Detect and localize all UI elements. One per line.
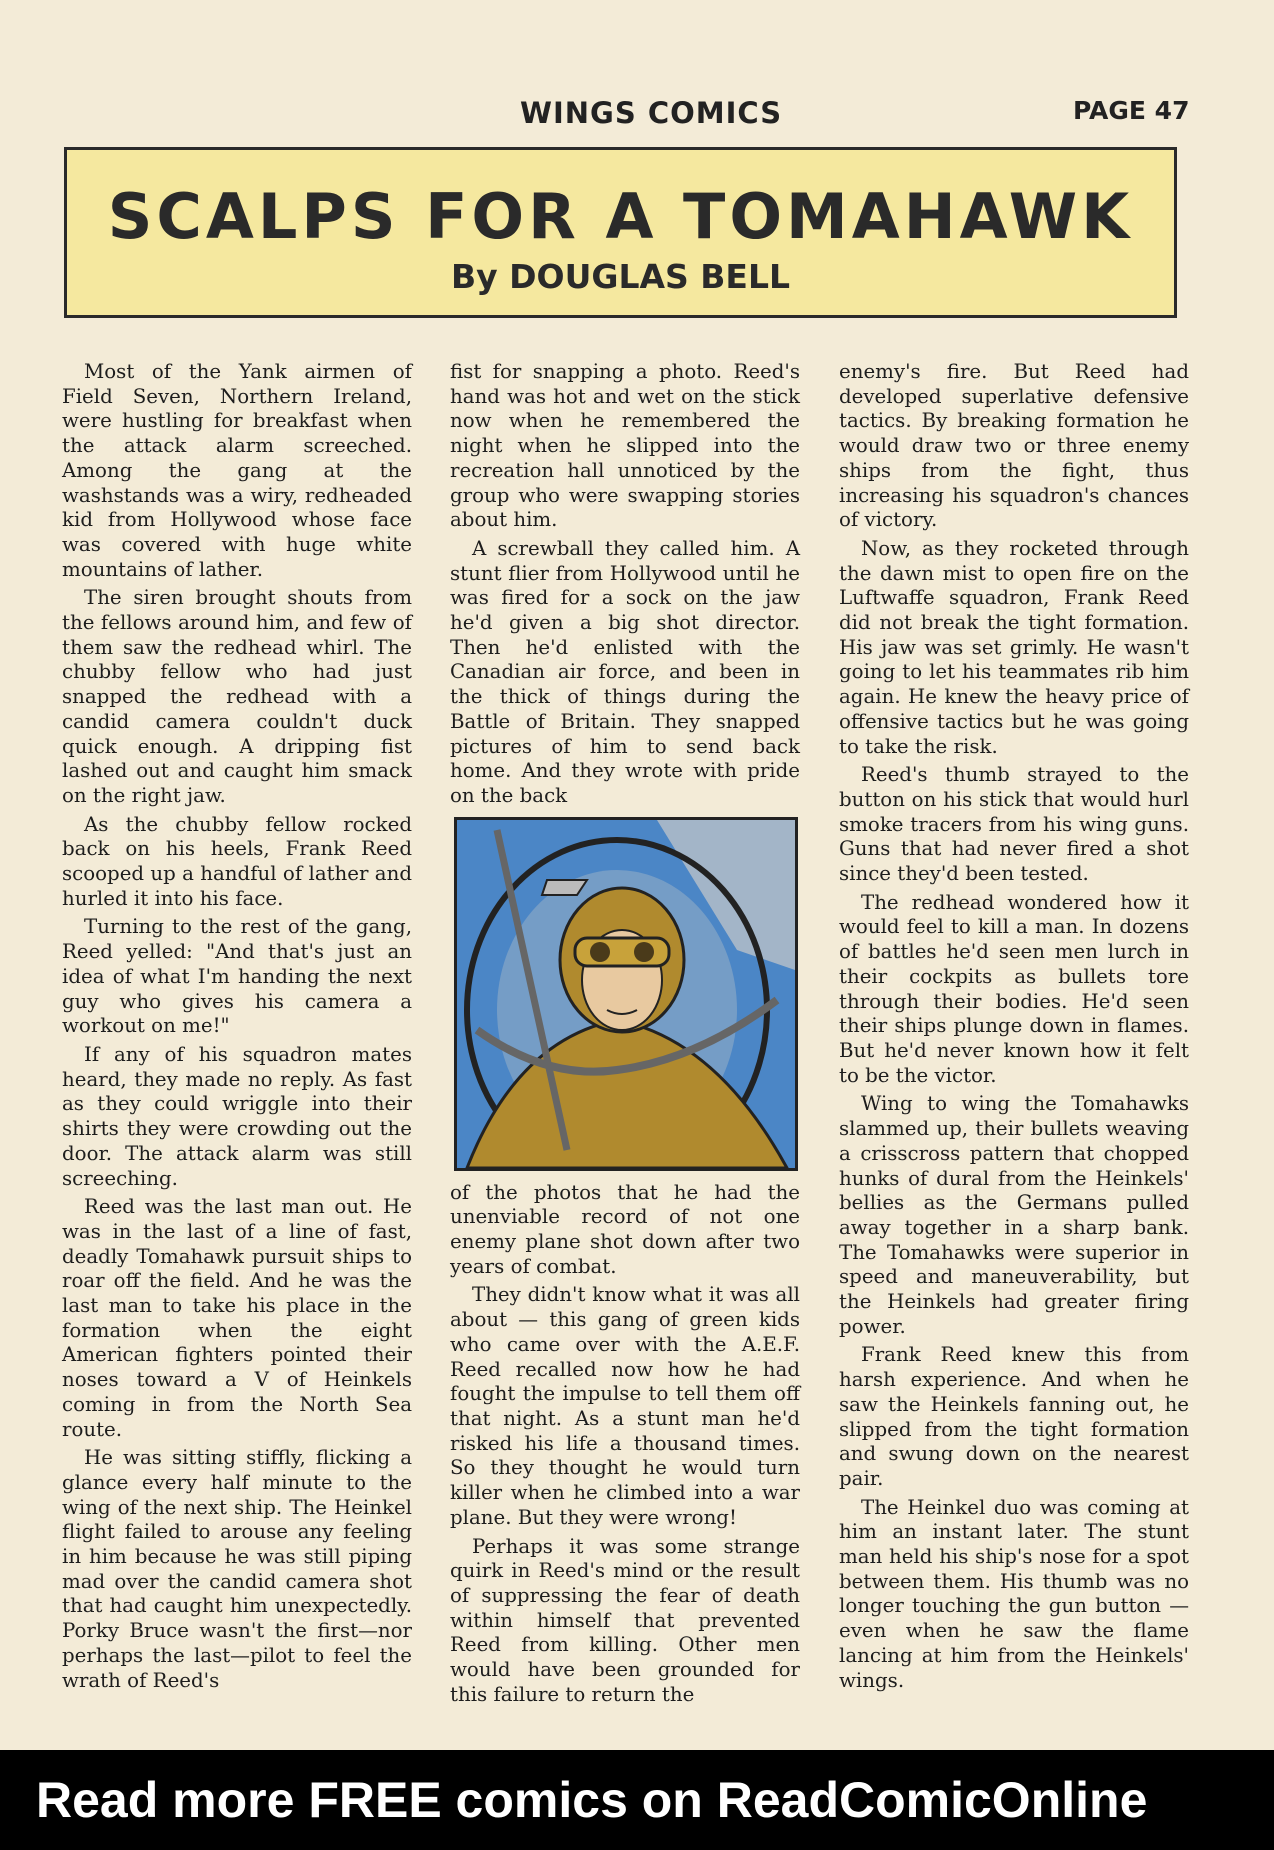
pilot-illustration	[454, 817, 798, 1171]
paragraph: enemy's fire. But Reed had developed superlative defensive tactics. By breaking formation he would draw two or three enemy ships from the fight, thus increasing his squadron's chances of victory.	[839, 360, 1189, 532]
paragraph: Most of the Yank airmen of Field Seven, Northern Ireland, were hustling for breakfast when the attack alarm screeched. Among the gang at the washstands was a wiry, redheaded kid from Hollywood whose face was covered with huge white mountains of lather.	[62, 360, 412, 581]
paragraph: The redhead wondered how it would feel to kill a man. In dozens of battles he'd seen men lurch in their cockpits as bullets tore through their bodies. He'd seen their ships plunge down in flames. But he'd never known how it felt to be the victor.	[839, 890, 1189, 1087]
pilot-goggles	[575, 938, 669, 966]
paragraph: The Heinkel duo was coming at him an instant later. The stunt man held his ship's nose for a spot between them. His thumb was no longer touching the gun button — even when he saw the flame lancing at him from the Heinkels' wings.	[839, 1495, 1189, 1692]
story-byline: By DOUGLAS BELL	[450, 257, 791, 296]
paragraph: Frank Reed knew this from harsh experience. And when he saw the Heinkels fanning out, he slipped from the tight formation and swung down on the nearest pair.	[839, 1343, 1189, 1490]
story-title: SCALPS FOR A TOMAHAWK	[107, 180, 1134, 253]
paragraph: If any of his squadron mates heard, they made no reply. As fast as they could wriggle into their shirts they were crowding out the door. The attack alarm was still screeching.	[62, 1042, 412, 1190]
paragraph: Now, as they rocketed through the dawn mist to open fire on the Luftwaffe squadron, Frank Reed did not break the tight formation. His jaw was set grimly. He wasn't going to let his teammates rib him again. He knew the heavy price of offensive tactics but he was going to take the risk.	[839, 536, 1189, 758]
paragraph: fist for snapping a photo. Reed's hand was hot and wet on the stick now when he remembered the night when he slipped into the recreation hall unnoticed by the group who were swapping stories about him.	[450, 360, 800, 532]
paragraph: Wing to wing the Tomahawks slammed up, their bullets weaving a crisscross pattern that chopped hunks of dural from the Heinkels' bellies as the Germans pulled away together in a sharp bank. The Tomahawks were superior in speed and maneuverability, but the Heinkels had greater firing power.	[839, 1092, 1189, 1338]
paragraph: As the chubby fellow rocked back on his heels, Frank Reed scooped up a handful of lather and hurled it into his face.	[62, 812, 412, 910]
story-title-box	[64, 147, 1177, 318]
page-header	[0, 96, 1274, 136]
paragraph: He was sitting stiffly, flicking a glance every half minute to the wing of the next ship. The Heinkel flight failed to arouse any feeling in him because he was still piping mad over the candid camera shot that had caught him unexpectedly. Porky Bruce wasn't the first—nor perhaps the last—pilot to feel the wrath of Reed's	[62, 1446, 412, 1692]
paragraph: Reed's thumb strayed to the button on his stick that would hurl smoke tracers from his wing guns. Guns that had never fired a shot since they'd been tested.	[839, 763, 1189, 886]
magazine-title: WINGS COMICS	[520, 96, 783, 130]
paragraph: Perhaps it was some strange quirk in Reed's mind or the result of suppressing the fear of death within himself that prevented Reed from killing. Other men would have been grounded for this failure to return the	[450, 1534, 800, 1706]
text-column-2	[450, 360, 800, 1711]
paragraph: Reed was the last man out. He was in the last of a line of fast, deadly Tomahawk pursuit ships to roar off the field. And he was the last man to take his place in the formation when the eight American fighters pointed their noses toward a V of Heinkels coming in from the North Sea route.	[62, 1195, 412, 1441]
paragraph: A screwball they called him. A stunt flier from Hollywood until he was fired for a sock on the jaw he'd given a big shot director. Then he'd enlisted with the Canadian air force, and been in the thick of things during the Battle of Britain. They snapped pictures of him to send back home. And they wrote with pride on the back	[450, 536, 800, 807]
page-number: PAGE 47	[1073, 96, 1190, 125]
text-column-3	[839, 360, 1189, 1697]
paragraph: They didn't know what it was all about — this gang of green kids who came over with the A.E.F. Reed recalled now how he had fought the impulse to tell them off that night. As a stunt man he'd risked his life a thousand times. So they thought he would turn killer when he climbed into a war plane. But they were wrong!	[450, 1283, 800, 1529]
goggle-lens-left	[590, 942, 610, 962]
goggle-lens-right	[634, 942, 654, 962]
paragraph: Turning to the rest of the gang, Reed yelled: "And that's just an idea of what I'm handing the next guy who gives his camera a workout on me!"	[62, 915, 412, 1038]
paragraph: of the photos that he had the unenviable record of not one enemy plane shot down after two years of combat.	[450, 1180, 800, 1278]
pilot-cockpit-drawing	[457, 820, 795, 1168]
text-column-1	[62, 360, 412, 1697]
promo-banner[interactable]: Read more FREE comics on ReadComicOnline	[0, 1750, 1274, 1850]
paragraph: The siren brought shouts from the fellows around him, and few of them saw the redhead whirl. The chubby fellow who had just snapped the redhead with a candid camera couldn't duck quick enough. A dripping fist lashed out and caught him smack on the right jaw.	[62, 586, 412, 807]
